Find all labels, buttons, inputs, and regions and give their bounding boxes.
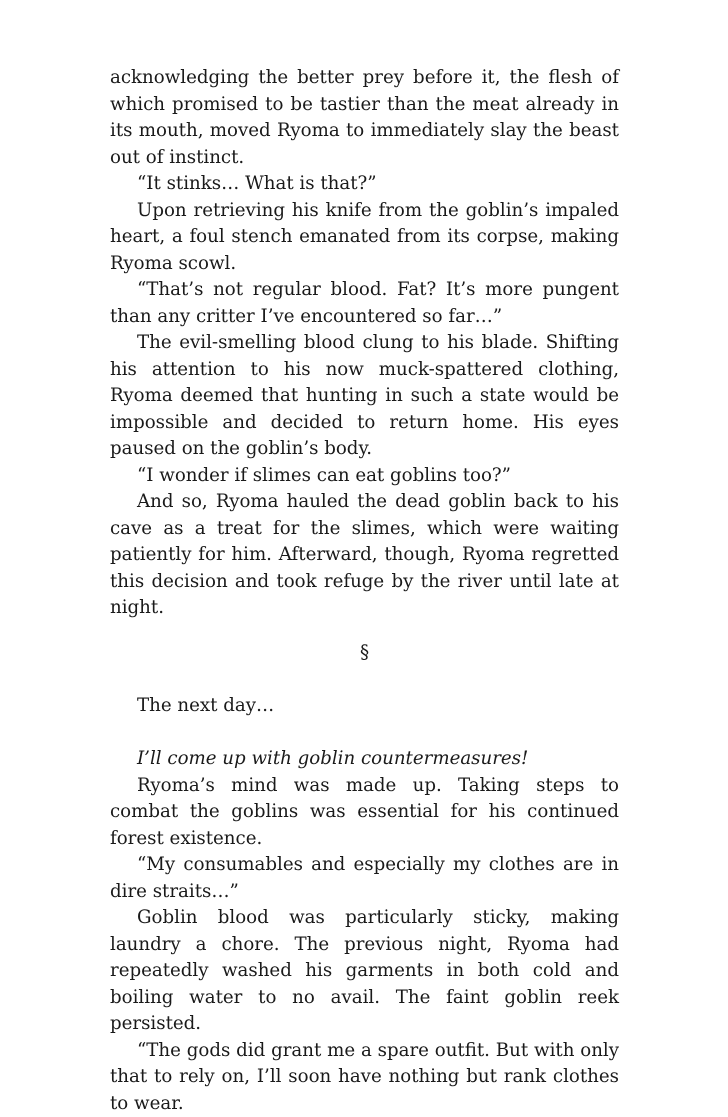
italic-thought: I’ll come up with goblin countermeasures!: [110, 746, 619, 773]
paragraph: Goblin blood was particularly sticky, making laundry a chore. The previous night, Ryoma had repeatedly washed his garments in both cold and boiling water to no avail. The faint goblin reek persisted.: [110, 905, 619, 1038]
next-day-line: The next day…: [110, 693, 619, 720]
paragraph: “My consumables and especially my clothes are in dire straits…”: [110, 852, 619, 905]
paragraph: “The gods did grant me a spare outfit. But with only that to rely on, I’ll soon have nothing but rank clothes to wear.: [110, 1038, 619, 1117]
paragraph: acknowledging the better prey before it, the flesh of which promised to be tastier than the meat already in its mouth, moved Ryoma to immediately slay the beast out of instinct.: [110, 65, 619, 171]
paragraph: The evil-smelling blood clung to his blade. Shifting his attention to his now muck-spattered clothing, Ryoma deemed that hunting in such a state would be impossible and decided to return home. His eyes paused on the goblin’s body.: [110, 330, 619, 463]
paragraph: Upon retrieving his knife from the goblin’s impaled heart, a foul stench emanated from its corpse, making Ryoma scowl.: [110, 198, 619, 278]
paragraph: “I wonder if slimes can eat goblins too?”: [110, 463, 619, 490]
paragraph: “It stinks… What is that?”: [110, 171, 619, 198]
section-break-mark: §: [110, 640, 619, 667]
page-text: [110, 65, 619, 1117]
paragraph: Ryoma’s mind was made up. Taking steps to combat the goblins was essential for his continued forest existence.: [110, 773, 619, 853]
paragraph: “That’s not regular blood. Fat? It’s more pungent than any critter I’ve encountered so far…”: [110, 277, 619, 330]
blank-line: [110, 720, 619, 747]
paragraph: And so, Ryoma hauled the dead goblin back to his cave as a treat for the slimes, which were waiting patiently for him. Afterward, though, Ryoma regretted this decision and took refuge by the river until late at night.: [110, 489, 619, 622]
